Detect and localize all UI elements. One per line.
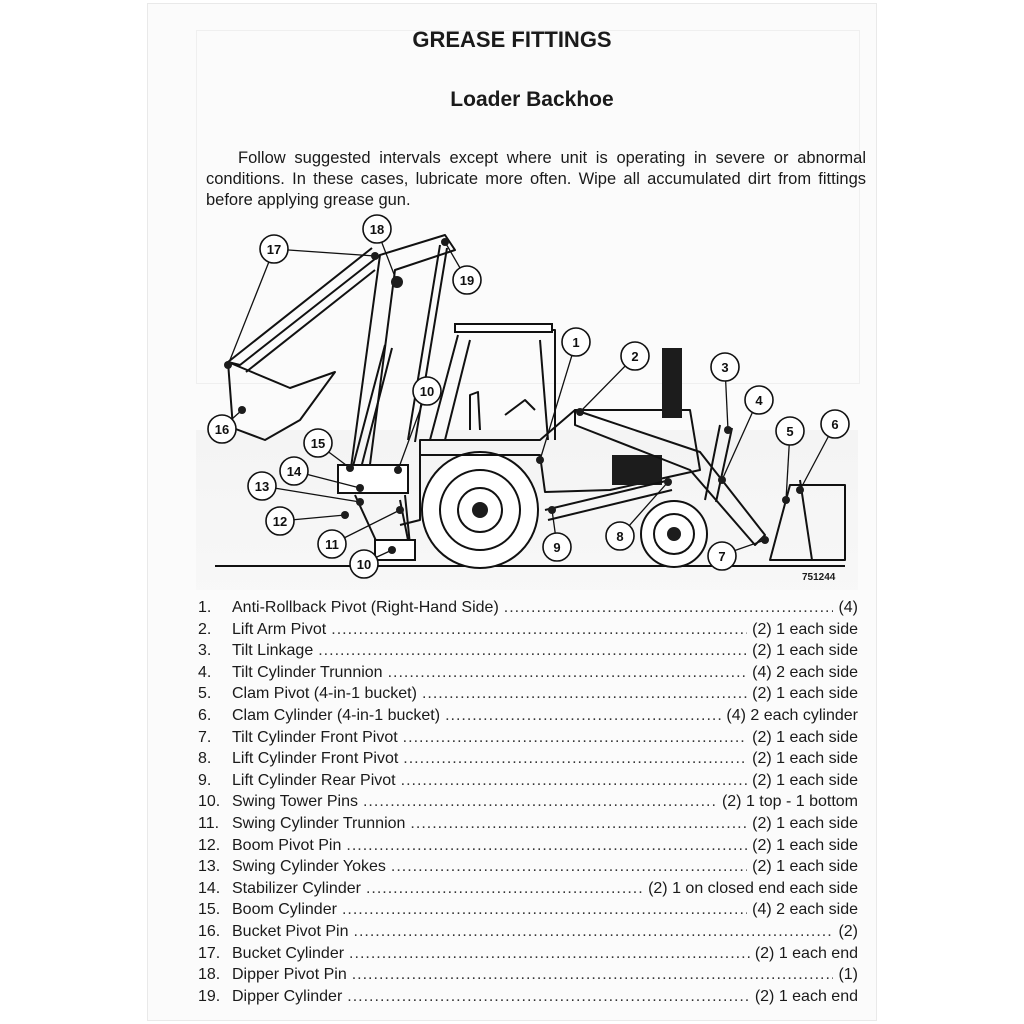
callout-11 — [318, 530, 346, 558]
legend-item: 4. Tilt Cylinder Trunnion ..... (4) 2 each side — [198, 662, 858, 684]
legend-item: 9. Lift Cylinder Rear Pivot ..... (2) 1 each side — [198, 770, 858, 792]
callout-17 — [260, 235, 288, 263]
svg-text:2: 2 — [631, 349, 639, 364]
page-title: GREASE FITTINGS — [412, 27, 612, 52]
callout-10-top — [413, 377, 441, 405]
callout-18 — [363, 215, 391, 243]
callout-12 — [266, 507, 294, 535]
legend-item: 6. Clam Cylinder (4-in-1 bucket) ..... (4) 2 each cylinder — [198, 705, 858, 727]
legend-item: 11. Swing Cylinder Trunnion ..... (2) 1 each side — [198, 813, 858, 835]
legend-item: 8. Lift Cylinder Front Pivot ..... (2) 1 each side — [198, 748, 858, 770]
legend-item: 14. Stabilizer Cylinder ..... (2) 1 on closed end each side — [198, 878, 858, 900]
legend-item: 10. Swing Tower Pins ..... (2) 1 top - 1 bottom — [198, 791, 858, 813]
svg-text:8: 8 — [616, 529, 624, 544]
svg-text:14: 14 — [286, 464, 302, 479]
svg-text:15: 15 — [310, 436, 326, 451]
svg-text:7: 7 — [718, 549, 726, 564]
callout-3 — [711, 353, 739, 381]
svg-text:19: 19 — [459, 273, 475, 288]
svg-text:12: 12 — [272, 514, 288, 529]
cab-frame — [430, 324, 555, 440]
legend-item: 2. Lift Arm Pivot ..... (2) 1 each side — [198, 619, 858, 641]
legend-item: 15. Boom Cylinder ..... (4) 2 each side — [198, 899, 858, 921]
legend-item: 3. Tilt Linkage ..... (2) 1 each side — [198, 640, 858, 662]
callout-8 — [606, 522, 634, 550]
legend-item: 12. Boom Pivot Pin ..... (2) 1 each side — [198, 835, 858, 857]
svg-text:9: 9 — [553, 540, 561, 555]
callout-5 — [776, 417, 804, 445]
svg-text:5: 5 — [786, 424, 794, 439]
legend-item: 16. Bucket Pivot Pin ..... (2) — [198, 921, 858, 943]
callout-6 — [821, 410, 849, 438]
legend-item: 17. Bucket Cylinder ..... (2) 1 each end — [198, 943, 858, 965]
rear-wheel — [422, 452, 538, 568]
callout-7 — [708, 542, 736, 570]
svg-text:6: 6 — [831, 417, 839, 432]
callout-14 — [280, 457, 308, 485]
svg-text:10: 10 — [356, 557, 372, 572]
callout-13 — [248, 472, 276, 500]
callout-15 — [304, 429, 332, 457]
callout-19 — [453, 266, 481, 294]
legend-item: 1. Anti-Rollback Pivot (Right-Hand Side) ..... (4) — [198, 597, 858, 619]
svg-text:17: 17 — [266, 242, 282, 257]
front-wheel — [641, 501, 707, 567]
intro-paragraph: Follow suggested intervals except where unit is operating in severe or abnormal conditions. In these cases, lubricate more often. Wipe all accumulated dirt from fittings before applying grease gun. — [206, 149, 866, 209]
legend-item: 13. Swing Cylinder Yokes ..... (2) 1 each side — [198, 856, 858, 878]
callout-4 — [745, 386, 773, 414]
callout-9 — [543, 533, 571, 561]
legend-item: 19. Dipper Cylinder ..... (2) 1 each end — [198, 986, 858, 1008]
callout-1 — [562, 328, 590, 356]
svg-text:4: 4 — [755, 393, 763, 408]
svg-text:18: 18 — [369, 222, 385, 237]
fitting-legend — [198, 597, 858, 1007]
svg-text:3: 3 — [721, 360, 729, 375]
legend-item: 5. Clam Pivot (4-in-1 bucket) ..... (2) 1 each side — [198, 683, 858, 705]
callout-2 — [621, 342, 649, 370]
svg-text:13: 13 — [254, 479, 270, 494]
figure-number: 751244 — [802, 572, 836, 583]
legend-item: 7. Tilt Cylinder Front Pivot ..... (2) 1 each side — [198, 727, 858, 749]
svg-text:16: 16 — [214, 422, 230, 437]
legend-item: 18. Dipper Pivot Pin ..... (1) — [198, 964, 858, 986]
callout-10-bottom — [350, 550, 378, 578]
svg-text:11: 11 — [325, 537, 339, 552]
svg-text:1: 1 — [572, 335, 580, 350]
callout-16 — [208, 415, 236, 443]
page-subtitle: Loader Backhoe — [450, 88, 614, 111]
svg-text:10: 10 — [419, 384, 435, 399]
